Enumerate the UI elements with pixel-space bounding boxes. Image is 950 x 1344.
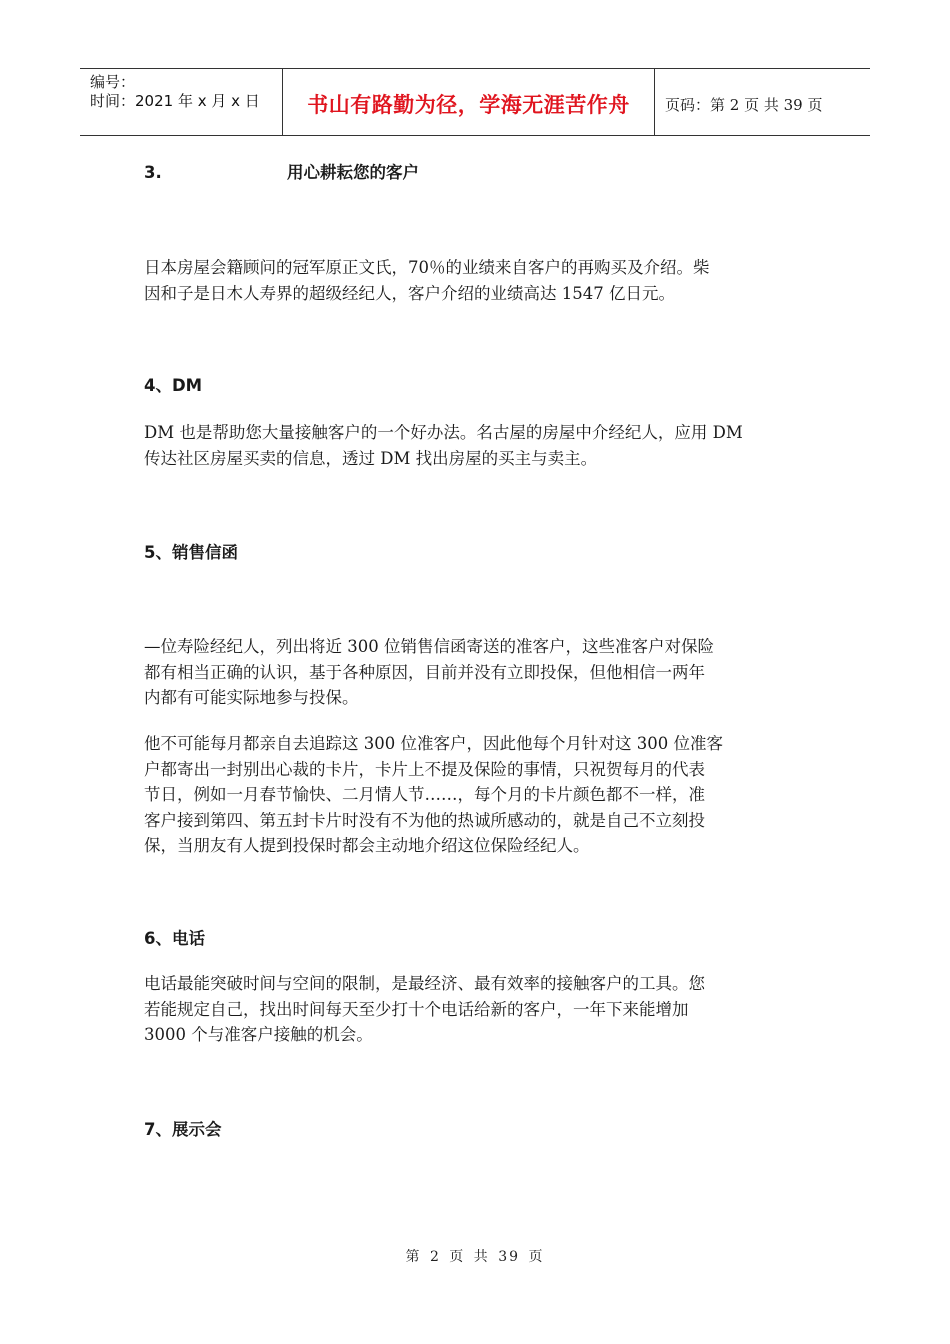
header-motto: 书山有路勤为径，学海无涯苦作舟 xyxy=(307,93,630,117)
section-5-paragraph-1 xyxy=(144,634,804,711)
paragraph-line: 若能规定自己，找出时间每天至少打十个电话给新的客户，一年下来能增加 xyxy=(144,999,689,1019)
paragraph-line: 内都有可能实际地参与投保。 xyxy=(144,688,359,707)
section-3-number: 3. xyxy=(144,163,162,182)
page-footer: 第 2 页 共 39 页 xyxy=(405,1249,545,1265)
paragraph-line: 电话最能突破时间与空间的限制，是最经济、最有效率的接触客户的工具。您 xyxy=(144,974,705,993)
paragraph-line: 传达社区房屋买卖的信息，透过 DM 找出房屋的买主与卖主。 xyxy=(144,448,598,468)
section-5-heading: 5、销售信函 xyxy=(144,543,238,562)
header-meta xyxy=(80,69,282,135)
section-6-heading: 6、电话 xyxy=(144,929,205,948)
document-date: 时间：2021 年 x 月 x 日 xyxy=(90,92,260,110)
section-6-paragraph xyxy=(144,971,804,1048)
paragraph-line: 户都寄出一封别出心裁的卡片，卡片上不提及保险的事情，只祝贺每月的代表 xyxy=(144,759,705,779)
section-7-heading: 7、展示会 xyxy=(144,1120,222,1139)
paragraph-line: DM 也是帮助您大量接触客户的一个好办法。名古屋的房屋中介经纪人，应用 DM xyxy=(144,423,743,442)
section-5-paragraph-2 xyxy=(144,731,804,859)
paragraph-line: 节日，例如一月春节愉快、二月情人节……，每个月的卡片颜色都不一样，准 xyxy=(144,785,705,804)
section-4-heading: 4、DM xyxy=(144,376,203,395)
header-motto-cell xyxy=(282,69,655,135)
paragraph-line: 因和子是日木人寿界的超级经纪人，客户介绍的业绩高达 1547 亿日元。 xyxy=(144,283,675,303)
paragraph-line: 都有相当正确的认识，基于各种原因，目前并没有立即投保，但他相信一两年 xyxy=(144,662,705,682)
document-number-label: 编号： xyxy=(90,73,136,91)
header-page-info: 页码：第 2 页 共 39 页 xyxy=(665,95,823,114)
paragraph-line: 保，当朋友有人提到投保时都会主动地介绍这位保险经纪人。 xyxy=(144,836,590,855)
paragraph-line: 3000 个与准客户接触的机会。 xyxy=(144,1025,373,1044)
section-4-paragraph xyxy=(144,420,804,471)
paragraph-line: 客户接到第四、第五封卡片时没有不为他的热诚所感动的，就是自己不立刻投 xyxy=(144,810,705,830)
section-3-title: 用心耕耘您的客户 xyxy=(287,163,419,182)
section-3-paragraph xyxy=(144,255,804,306)
paragraph-line: 他不可能每月都亲自去追踪这 300 位准客户，因此他每个月针对这 300 位准客 xyxy=(144,734,723,753)
page-header xyxy=(80,68,870,136)
paragraph-line: 日本房屋会籍顾问的冠军原正文氏，70％的业绩来自客户的再购买及介绍。柴 xyxy=(144,258,710,277)
paragraph-line: —位寿险经纪人，列出将近 300 位销售信函寄送的准客户，这些准客户对保险 xyxy=(144,637,714,656)
